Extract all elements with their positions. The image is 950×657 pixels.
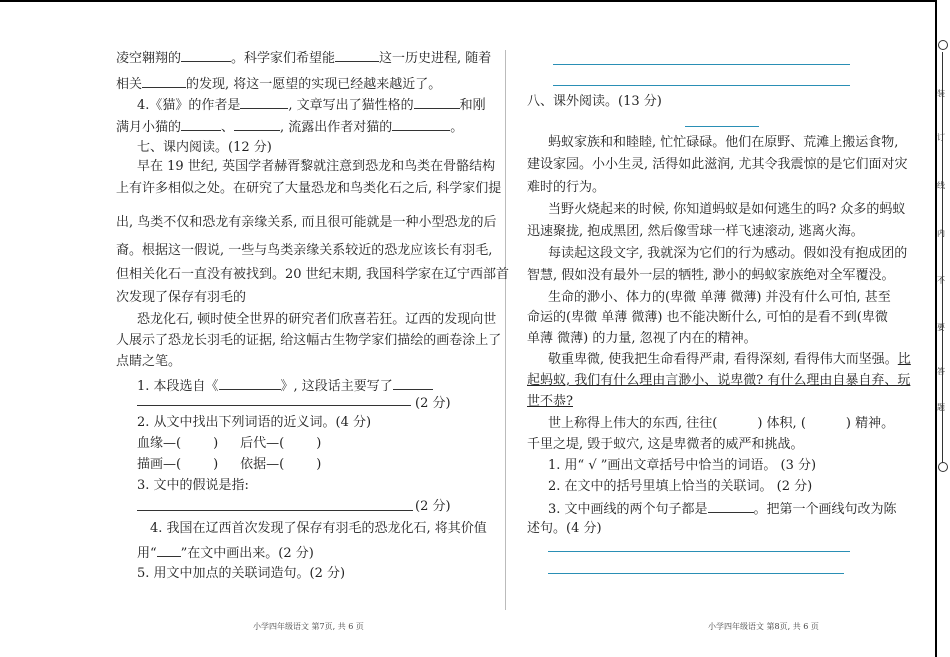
cont-line-2 [116, 75, 441, 93]
score: (2 分) [415, 396, 451, 411]
text: 。 [450, 120, 464, 135]
text: 3. 文中画线的两个句子都是 [548, 502, 708, 517]
question-3 [548, 500, 897, 518]
text: 1. 本段选自《 [137, 379, 219, 394]
question-5: 5. 用文中加点的关联词造句。(2 分) [137, 566, 346, 581]
text: ) 体积, ( [757, 416, 806, 431]
text: 4.《猫》的作者是 [137, 98, 241, 113]
page-divider [505, 50, 506, 610]
binding-hole-top [938, 40, 948, 50]
text: 世上称得上伟大的东西, 往往( [548, 416, 718, 431]
para-line [548, 352, 911, 368]
question-4-cont [116, 118, 463, 136]
text: 用“ [137, 546, 157, 561]
text: 血缘—( [137, 436, 182, 451]
fill-blank[interactable] [142, 75, 186, 88]
binding-glyph: 题 [937, 403, 945, 412]
para-line: 千里之堤, 毁于蚁穴, 这是卑微者的威严和挑战。 [527, 437, 804, 452]
para-line: 点睛之笔。 [116, 354, 182, 369]
fill-blank[interactable] [234, 118, 280, 131]
fill-blank[interactable] [181, 49, 231, 62]
answer-line[interactable] [548, 551, 850, 552]
text: 敬重卑微, 使我把生命看得严肃, 看得深刻, 看得伟大而坚强。 [548, 352, 898, 367]
para-line: 迅速聚拢, 抱成黑团, 然后像雪球一样飞速滚动, 逃离火海。 [527, 224, 864, 239]
para-line: 出, 鸟类不仅和恐龙有亲缘关系, 而且很可能就是一种小型恐龙的后 [116, 215, 497, 230]
binding-glyph: 要 [937, 323, 945, 332]
para-line: 生命的渺小、体力的(卑微 单薄 微薄) 并没有什么可怕, 甚至 [548, 290, 891, 305]
binding-glyph: 线 [937, 181, 945, 190]
cont-line-1 [116, 49, 491, 67]
para-line: 蚂蚁家族和和睦睦, 忙忙碌碌。他们在原野、荒滩上搬运食物, [548, 135, 899, 150]
text: 描画—( [137, 457, 182, 472]
binding-glyph: 答 [937, 367, 945, 376]
para-line: 但相关化石一直没有被找到。20 世纪末期, 我国科学家在辽宁西部首 [116, 267, 509, 282]
question-4: 4. 我国在辽西首次发现了保存有羽毛的恐龙化石, 将其价值 [150, 521, 487, 536]
para-line: 恐龙化石, 顿时使全世界的研究者们欣喜若狂。辽西的发现向世 [137, 312, 497, 327]
text: 。科学家们希望能 [231, 51, 336, 66]
answer-line[interactable] [548, 573, 844, 574]
text: , 流露出作者对猫的 [280, 120, 393, 135]
text: 的发现, 将这一愿望的实现已经越来越近了。 [186, 77, 442, 92]
binding-hole-bottom [938, 462, 948, 472]
page-footer: 小学四年级语文 第8页, 共 6 页 [708, 622, 819, 631]
para-line: 当野火烧起来的时候, 你知道蚂蚁是如何逃生的吗? 众多的蚂蚁 [548, 202, 906, 217]
para-line: 次发现了保存有羽毛的 [116, 290, 247, 305]
fill-blank[interactable] [708, 500, 754, 513]
text: ) 精神。 [845, 416, 895, 431]
fill-blank[interactable] [240, 96, 288, 109]
section-7-title: 七、课内阅读。(12 分) [137, 140, 272, 155]
fill-blank[interactable] [219, 377, 281, 390]
title-line[interactable] [685, 126, 759, 127]
fill-blank[interactable] [335, 49, 379, 62]
text: 和刚 [459, 98, 486, 113]
para-line: 命运的(卑微 单薄 微薄) 也不能决断什么, 可怕的是看不到(卑微 [527, 310, 888, 325]
question-2: 2. 从文中找出下列词语的近义词。(4 分) [137, 415, 372, 430]
para-line: 智慧, 假如没有最外一层的牺牲, 渺小的蚂蚁家族绝对全军覆没。 [527, 268, 895, 283]
text: 、 [221, 120, 235, 135]
answer-line[interactable] [553, 64, 850, 65]
para-line: 难时的行为。 [527, 180, 606, 195]
text: 》, 这段话主要写了 [280, 379, 393, 394]
text: 凌空翱翔的 [116, 51, 182, 66]
text: ) [316, 436, 322, 451]
synonym-row [137, 457, 321, 473]
text: ”在文中画出来。(2 分) [180, 546, 314, 561]
score: (2 分) [415, 499, 451, 514]
text: ) [213, 457, 219, 472]
question-3: 3. 文中的假说是指: [137, 478, 249, 493]
text: , 文章写出了猫性格的 [288, 98, 414, 113]
fill-blank[interactable] [392, 118, 450, 131]
underlined-sentence: 起蚂蚁, 我们有什么理由言渺小、说卑微? 有什么理由自暴自弃、玩 [527, 373, 911, 388]
underlined-sentence: 比 [897, 352, 911, 367]
fill-blank[interactable] [157, 544, 181, 557]
fill-blank[interactable] [414, 96, 460, 109]
text: 满月小猫的 [116, 120, 182, 135]
fill-blank[interactable] [181, 118, 221, 131]
question-4 [137, 96, 486, 114]
binding-glyph: 不 [937, 276, 945, 285]
para-line: 建设家园。小小生灵, 活得如此滋润, 尤其令我震惊的是它们面对灾 [527, 157, 908, 172]
binding-glyph: 装 [937, 89, 945, 98]
answer-line[interactable] [137, 510, 413, 511]
para-line: 早在 19 世纪, 英国学者赫胥黎就注意到恐龙和鸟类在骨骼结构 [137, 159, 496, 174]
section-8-title: 八、课外阅读。(13 分) [527, 94, 662, 109]
text: 。把第一个画线句改为陈 [753, 502, 897, 517]
para-line [548, 416, 894, 432]
right-page [508, 0, 928, 657]
para-line: 裔。根据这一假说, 一些与鸟类亲缘关系较近的恐龙应该长有羽毛, [116, 243, 493, 258]
answer-line[interactable] [137, 405, 411, 406]
text: 后代—( [240, 436, 285, 451]
para-line: 每读起这段文字, 我就深为它们的行为感动。假如没有抱成团的 [548, 246, 908, 261]
synonym-row [137, 436, 321, 452]
text: ) [213, 436, 219, 451]
text: ) [316, 457, 322, 472]
question-1: 1. 用“ √ ”画出文章括号中恰当的词语。 (3 分) [548, 458, 817, 473]
question-4-cont [137, 544, 314, 562]
answer-line[interactable] [553, 85, 850, 86]
question-2: 2. 在文中的括号里填上恰当的关联词。 (2 分) [548, 479, 813, 494]
question-1 [137, 377, 433, 395]
underlined-sentence: 世不恭? [527, 394, 573, 409]
binding-glyph: 订 [937, 133, 945, 142]
para-line: 上有许多相似之处。在研究了大量恐龙和鸟类化石之后, 科学家们提 [116, 181, 502, 196]
para-line: 人展示了恐龙长羽毛的证据, 给这幅古生物学家们描绘的画卷涂上了 [116, 333, 502, 348]
text: 相关 [116, 77, 143, 92]
binding-glyph: 内 [937, 229, 945, 238]
question-3-cont: 述句。(4 分) [527, 521, 602, 536]
fill-blank[interactable] [393, 377, 433, 390]
text: 这一历史进程, 随着 [379, 51, 492, 66]
text: 依据—( [240, 457, 285, 472]
page-footer: 小学四年级语文 第7页, 共 6 页 [253, 622, 364, 631]
para-line: 单薄 微薄) 的力量, 忽视了内在的精神。 [527, 331, 757, 346]
